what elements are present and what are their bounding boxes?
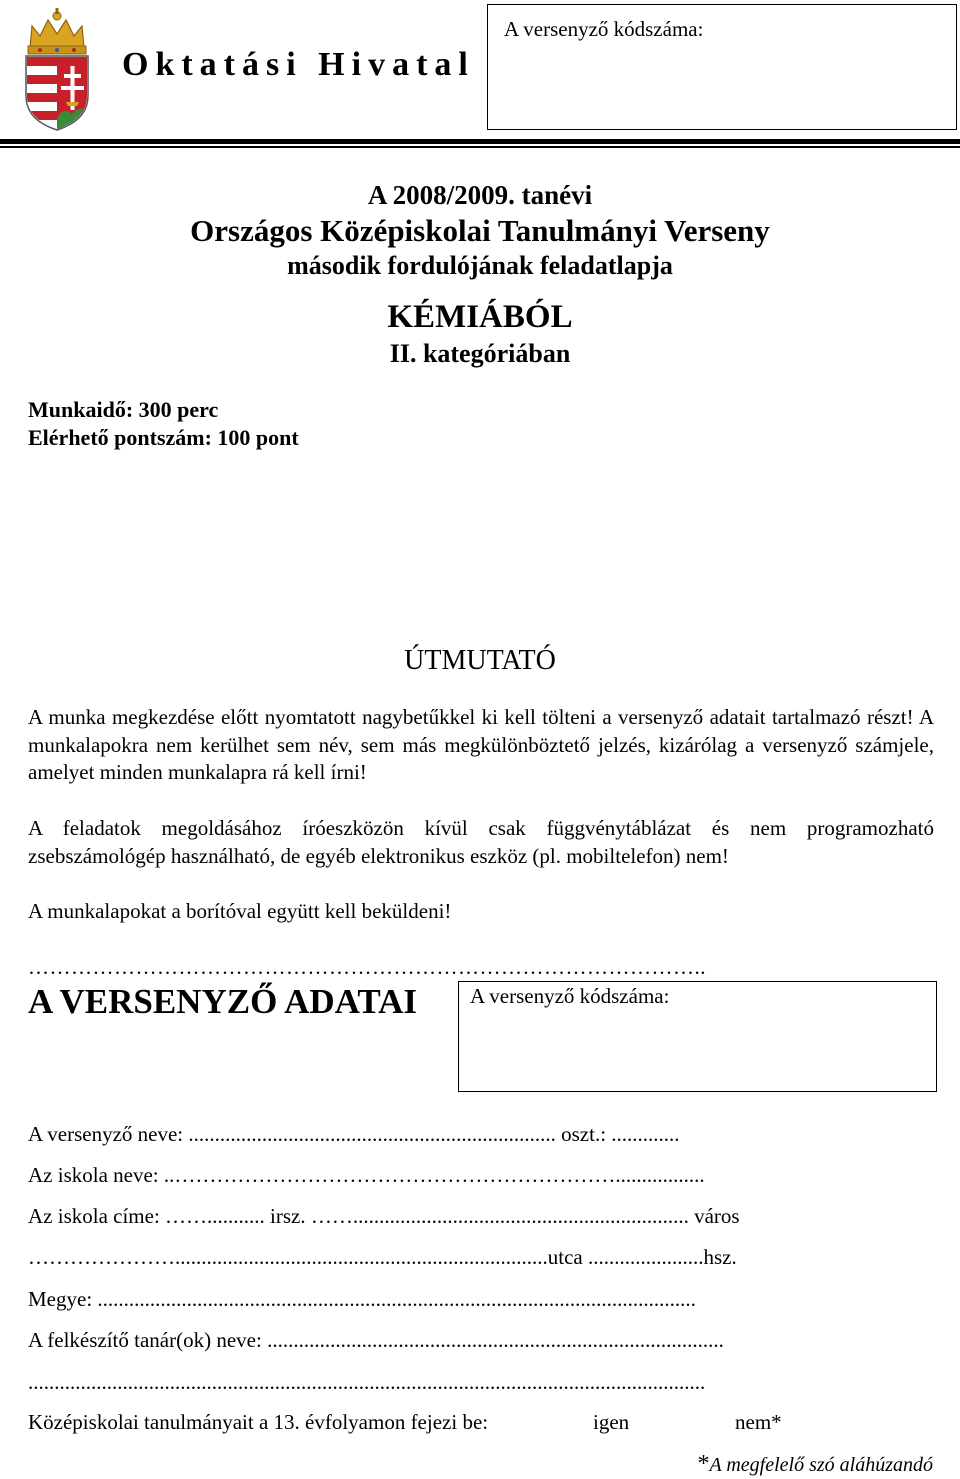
- round-title: második fordulójának feladatlapja: [287, 251, 673, 280]
- hungarian-coat-of-arms-icon: [22, 8, 92, 132]
- max-points: Elérhető pontszám: 100 pont: [28, 425, 299, 450]
- office-name: Oktatási Hivatal: [122, 46, 475, 83]
- field-street[interactable]: ………………….......................................................................utca ......................hsz.: [28, 1245, 737, 1269]
- guide-paragraph: A munkalapokat a borítóval együtt kell beküldeni!: [28, 899, 452, 923]
- cut-separator: …………………………………………………………………………………..: [28, 955, 706, 979]
- field-contestant-name[interactable]: A versenyző neve: ...................................................................... oszt.: .............: [28, 1122, 680, 1146]
- footnote: [697, 1451, 933, 1478]
- finish-question-label: Középiskolai tanulmányait a 13. évfolyamon fejezi be:: [28, 1410, 489, 1434]
- contestant-code-label: A versenyző kódszáma:: [470, 984, 670, 1008]
- field-teacher-name[interactable]: A felkészítő tanár(ok) neve: .......................................................................................: [28, 1328, 724, 1352]
- header-rule-thin: [0, 146, 960, 148]
- footnote-text: A megfelelő szó aláhúzandó: [709, 1454, 933, 1476]
- working-time: Munkaidő: 300 perc: [28, 397, 219, 422]
- category-title: II. kategóriában: [389, 339, 571, 368]
- field-school-name[interactable]: Az iskola neve: ..……………………………………………………….................: [28, 1163, 705, 1187]
- header-code-label: A versenyző kódszáma:: [504, 17, 704, 41]
- field-school-address[interactable]: Az iskola címe: ……........... irsz. ……................................................................ város: [28, 1204, 740, 1228]
- contestant-code-box[interactable]: [458, 981, 937, 1092]
- field-county[interactable]: Megye: ..................................................................................................................: [28, 1287, 696, 1311]
- header-code-box[interactable]: [487, 4, 957, 130]
- school-year-title: A 2008/2009. tanévi: [367, 180, 593, 210]
- option-yes[interactable]: igen: [593, 1410, 630, 1434]
- contestant-section-title: A VERSENYZŐ ADATAI: [28, 982, 417, 1021]
- header-rule-thick: [0, 139, 960, 144]
- field-teacher-name-continued[interactable]: .................................................................................................................................: [28, 1370, 706, 1394]
- guide-paragraph: A feladatok megoldásához íróeszközön kívül csak függvénytáblázat és nem programozható zsebszámológép használható, de egyéb elektronikus eszköz (pl. mobiltelefon) nem!: [28, 816, 934, 868]
- footnote-star: *: [697, 1451, 710, 1477]
- option-no[interactable]: nem*: [735, 1410, 782, 1434]
- subject-title: KÉMIÁBÓL: [387, 299, 573, 335]
- competition-title: Országos Középiskolai Tanulmányi Verseny: [190, 213, 770, 248]
- guide-paragraph: A munka megkezdése előtt nyomtatott nagybetűkkel ki kell tölteni a versenyző adatait tartalmazó részt! A munkalapokra nem kerülhet sem név, sem más megkülönböztető jelzés, kizárólag a versenyző számjele, amelyet minden munkalapra rá kell írni!: [28, 705, 934, 784]
- guide-title: ÚTMUTATÓ: [404, 645, 556, 676]
